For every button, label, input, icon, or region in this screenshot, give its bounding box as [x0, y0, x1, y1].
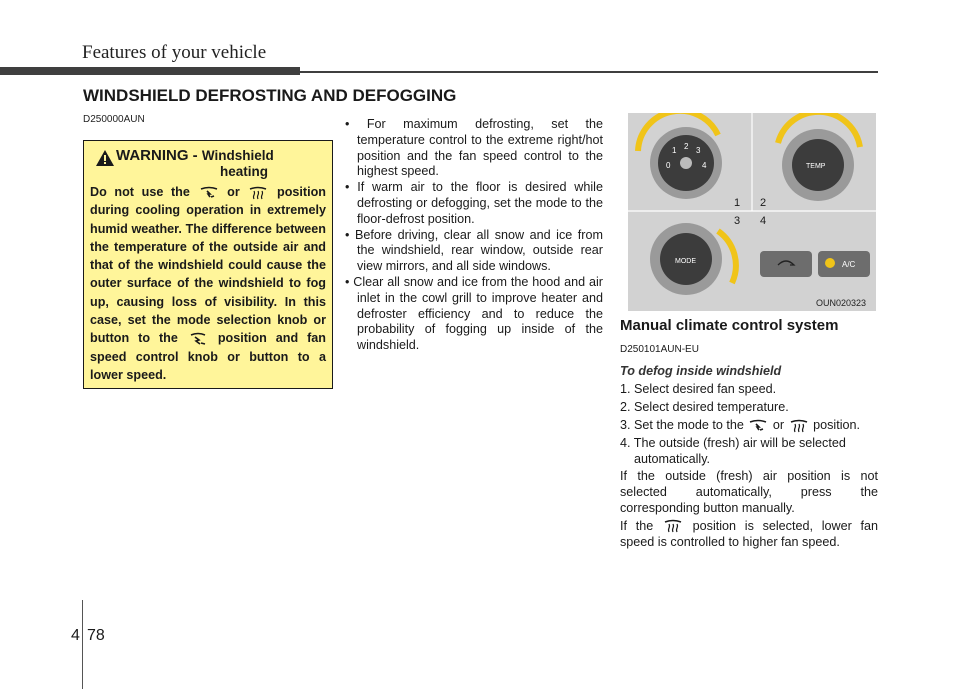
para-2-text-a: If the: [620, 518, 654, 533]
fan-tick-2: 2: [684, 142, 689, 151]
manual-para-1: If the outside (fresh) air position is not selected automatically, press the corresponding button manually.: [620, 469, 878, 515]
manual-section: [620, 318, 878, 552]
para-2-text-b: position is selected, lower fan speed is controlled to higher fan speed.: [620, 518, 879, 549]
step-4: 4. The outside (fresh) air will be selected automatically.: [620, 435, 846, 466]
warning-text-3: position and fan speed control knob or button to a lower speed.: [90, 331, 326, 382]
page-number: 78: [87, 627, 105, 644]
section-title: WINDSHIELD DEFROSTING AND DEFOGGING: [83, 86, 457, 105]
bullet-text: Before driving, clear all snow and ice from the windshield, rear window, outside rear view mirrors, and all side windows.: [354, 227, 603, 274]
manual-code: D250101AUN-EU: [620, 343, 699, 355]
warning-or: or: [227, 185, 240, 199]
warning-subtitle-1: Windshield: [201, 148, 274, 163]
climate-control-figure: [628, 113, 876, 311]
step-3-text-b: position.: [813, 417, 861, 432]
manual-para-2: [620, 519, 878, 551]
defrost-icon: [788, 419, 810, 433]
fan-tick-4: 4: [702, 161, 707, 170]
page-header-title: Features of your vehicle: [82, 42, 267, 63]
defrost-icon: [247, 186, 269, 200]
bullet-item: • Clear all snow and ice from the hood and air inlet in the cowl grill to improve heater and defroster efficiency and to reduce the probability of fogging up inside of the windshield.: [345, 274, 603, 353]
bullet-item: • If warm air to the floor is desired while defrosting or defogging, set the mode to the floor-defrost position.: [345, 180, 603, 226]
warning-text-1: Do not use the: [90, 185, 190, 199]
temp-label: TEMP: [806, 163, 826, 170]
section-code: D250000AUN: [83, 114, 145, 125]
header-bar: [0, 67, 300, 75]
warning-triangle-icon: [96, 150, 114, 166]
warning-label: WARNING -: [116, 147, 198, 164]
header-rule: [300, 71, 878, 73]
manual-subtitle: To defog inside windshield: [620, 363, 782, 378]
step-3: [620, 418, 878, 434]
bullet-text: Clear all snow and ice from the hood and air inlet in the cowl grill to improve heater and defroster efficiency and to reduce the probability of fogging up inside of the windshield.: [353, 274, 603, 353]
bullet-text: If warm air to the floor is desired while defrosting or defogging, set the mode to the floor-defrost position.: [357, 180, 603, 226]
bullet-item: • For maximum defrosting, set the temperature control to the extreme right/hot position and the fan speed control to the highest speed.: [345, 117, 603, 179]
ac-label: A/C: [842, 260, 856, 269]
warning-body: [90, 183, 326, 384]
fan-tick-3: 3: [696, 146, 701, 155]
fig-label-3: 3: [734, 215, 741, 227]
step-2: 2. Select desired temperature.: [620, 400, 789, 415]
defog-mode-icon: [198, 186, 220, 200]
step-3-or: or: [772, 417, 785, 432]
bullet-item: • Before driving, clear all snow and ice from the windshield, rear window, outside rear view mirrors, and all side windows.: [345, 227, 603, 274]
mode-label: MODE: [675, 258, 696, 265]
fig-label-1: 1: [734, 197, 741, 209]
warning-text-2: position during cooling operation in extremely humid weather. The difference between the temperature of the outside air and that of the windshield could cause the outer surface of the windshield to fog up, causing loss of visibility. In this case, set the mode selection knob or button to the: [90, 185, 326, 346]
fan-tick-1: 1: [672, 146, 677, 155]
warning-title: [116, 147, 326, 164]
defog-mode-icon: [747, 419, 769, 433]
warning-subtitle-2: heating: [220, 164, 269, 179]
fan-tick-0: 0: [666, 161, 671, 170]
bullet-text: For maximum defrosting, set the temperature control to the extreme right/hot position and the fan speed control to the highest speed.: [357, 117, 603, 179]
recirc-button: [760, 251, 812, 277]
manual-title: Manual climate control system: [620, 317, 839, 334]
fig-label-4: 4: [760, 215, 767, 227]
figure-code: OUN020323: [816, 298, 867, 308]
fig-label-2: 2: [760, 197, 767, 209]
footer-rule: [82, 600, 83, 689]
chapter-number: 4: [71, 627, 80, 644]
floor-defrost-icon: [187, 332, 209, 346]
step-3-text-a: 3. Set the mode to the: [620, 417, 744, 432]
bullet-list: [345, 117, 603, 354]
defrost-icon: [662, 519, 684, 533]
step-1: 1. Select desired fan speed.: [620, 382, 777, 397]
